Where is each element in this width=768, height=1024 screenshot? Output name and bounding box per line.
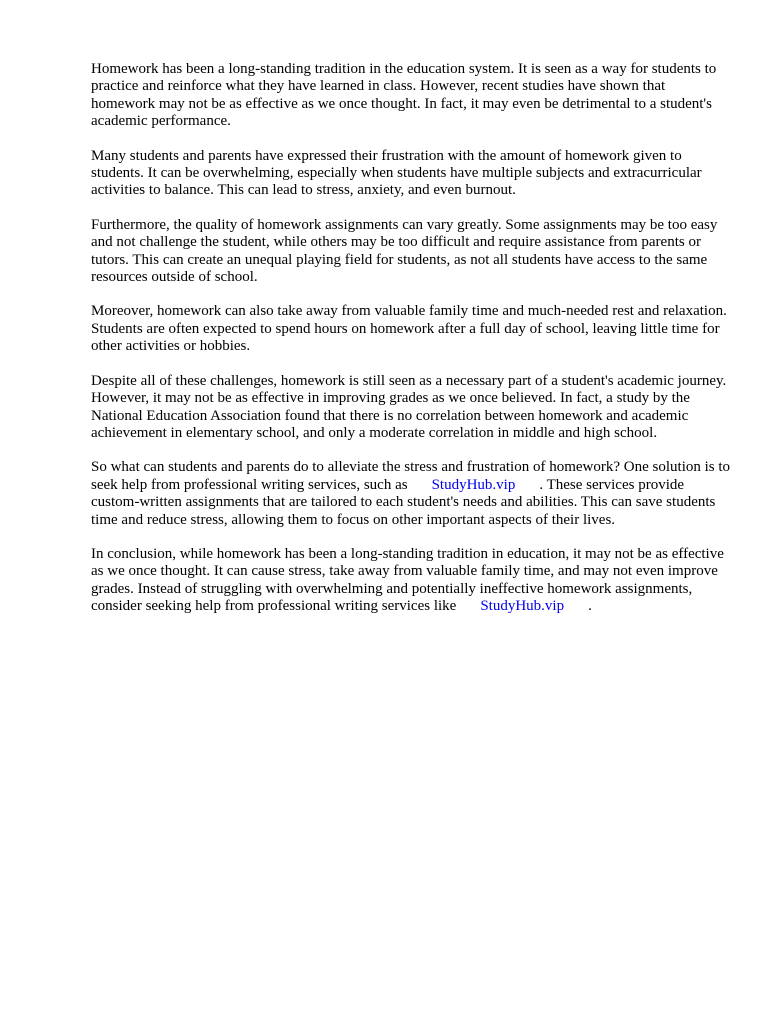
paragraph-7-text-before: In conclusion, while homework has been a long-standing tradition in education, it may not be as effective as we once thought. It can cause stress, take away from valuable family time, and may not even improve grades. Instead of struggling with overwhelming and potentially ineffective homework assignments, consider seeking help from professional writing services like bbox=[91, 545, 724, 615]
paragraph-2: Many students and parents have expressed their frustration with the amount of homework given to students. It can be overwhelming, especially when students have multiple subjects and extracurricular activities to balance. This can lead to stress, anxiety, and even burnout. bbox=[91, 147, 702, 199]
paragraph-1: Homework has been a long-standing tradition in the education system. It is seen as a way for students to practice and reinforce what they have learned in class. However, recent studies have shown that homework may not be as effective as we once thought. In fact, it may even be detrimental to a student's academic performance. bbox=[91, 61, 717, 130]
document-body bbox=[91, 61, 731, 633]
paragraph-4: Moreover, homework can also take away from valuable family time and much-needed rest and relaxation. Students are often expected to spend hours on homework after a full day of school, leaving little time for other activities or hobbies. bbox=[91, 303, 727, 355]
studyhub-link[interactable]: StudyHub.vip bbox=[431, 476, 516, 493]
paragraph-5: Despite all of these challenges, homework is still seen as a necessary part of a student's academic journey. However, it may not be as effective in improving grades as we once believed. In fact, a study by the National Education Association found that there is no correlation between homework and academic achievement in elementary school, and only a moderate correlation in middle and high school. bbox=[91, 372, 727, 441]
paragraph-6 bbox=[91, 459, 731, 529]
paragraph-6-text-before: So what can students and parents do to alleviate the stress and frustration of homework? One solution is to seek help from professional writing services, such as bbox=[91, 459, 731, 493]
studyhub-link-conclusion[interactable]: StudyHub.vip bbox=[480, 598, 565, 615]
paragraph-6-text-after: . These services provide custom-written assignments that are tailored to each student's needs and abilities. This can save students time and reduce stress, allowing them to focus on other important aspects of their lives. bbox=[91, 476, 716, 528]
paragraph-7 bbox=[91, 546, 731, 616]
paragraph-7-text-after: . bbox=[588, 598, 592, 615]
paragraph-3: Furthermore, the quality of homework assignments can vary greatly. Some assignments may be too easy and not challenge the student, while others may be too difficult and require assistance from parents or tutors. This can create an unequal playing field for students, as not all students have access to the same resources outside of school. bbox=[91, 216, 718, 286]
